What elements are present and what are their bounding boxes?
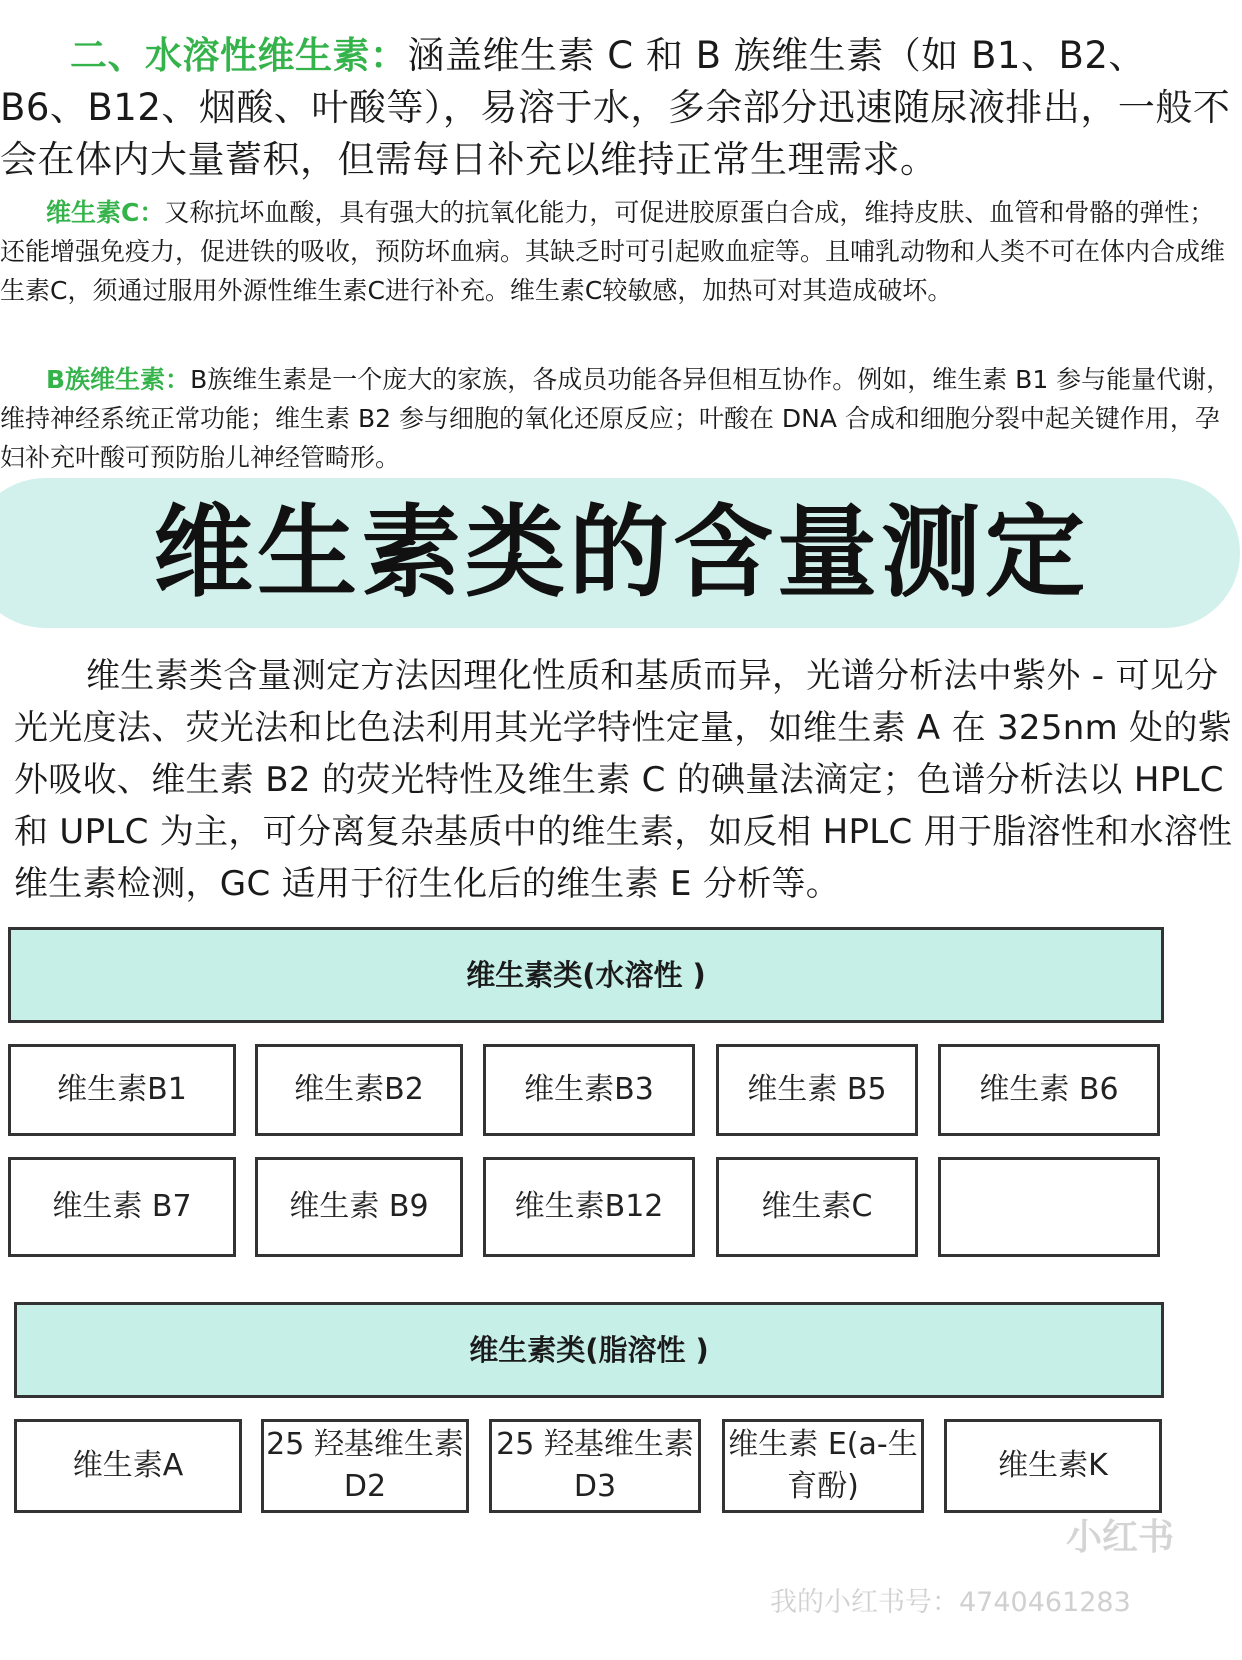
vitamin-b-text: B族维生素是一个庞大的家族，各成员功能各异但相互协作。例如，维生素 B1 参与能量代谢，维持神经系统正常功能；维生素 B2 参与细胞的氧化还原反应；叶酸在 DNA 合成和细胞分裂中起关键作用，孕妇补充叶酸可预防胎儿神经管畸形。	[0, 365, 1232, 472]
water-cell: 维生素 B6	[938, 1044, 1160, 1136]
fat-cell: 维生素A	[14, 1419, 242, 1513]
vitamin-c-paragraph	[0, 193, 1236, 310]
vitamin-b-heading: B族维生素：	[46, 365, 191, 394]
vitamin-c-heading: 维生素C：	[46, 198, 165, 227]
intro-paragraph	[14, 650, 1234, 910]
water-cell: 维生素 B5	[716, 1044, 918, 1136]
intro-text: 维生素类含量测定方法因理化性质和基质而异，光谱分析法中紫外 - 可见分光光度法、荧光法和比色法利用其光学特性定量，如维生素 A 在 325nm 处的紫外吸收、维生素 B2 的荧光特性及维生素 C 的碘量法滴定；色谱分析法以 HPLC 和 UPLC 为主，可分离复杂基质中的维生素，如反相 HPLC 用于脂溶性和水溶性维生素检测，GC 适用于衍生化后的维生素 E 分析等。	[14, 656, 1233, 904]
fat-cell: 维生素K	[944, 1419, 1162, 1513]
xiaohongshu-logo-watermark: 小红书	[1065, 1517, 1174, 1558]
fat-cell: 25 羟基维生素 D2	[261, 1419, 469, 1513]
water-soluble-header: 维生素类(水溶性 )	[8, 927, 1164, 1023]
banner-title: 维生素类的含量测定	[153, 494, 1089, 611]
water-cell: 维生素B3	[483, 1044, 695, 1136]
water-cell: 维生素 B7	[8, 1157, 236, 1257]
water-cell: 维生素B2	[255, 1044, 463, 1136]
water-cell: 维生素C	[716, 1157, 918, 1257]
fat-cell: 维生素 E(a-生育酚)	[722, 1419, 924, 1513]
section-two-text: 涵盖维生素 C 和 B 族维生素（如 B1、B2、B6、B12、烟酸、叶酸等），易溶于水，多余部分迅速随尿液排出，一般不会在体内大量蓄积，但需每日补充以维持正常生理需求。	[0, 34, 1231, 181]
water-cell-empty	[938, 1157, 1160, 1257]
vitamin-c-text: 又称抗坏血酸，具有强大的抗氧化能力，可促进胶原蛋白合成，维持皮肤、血管和骨骼的弹性；还能增强免疫力，促进铁的吸收，预防坏血病。其缺乏时可引起败血症等。且哺乳动物和人类不可在体内合成维生素C，须通过服用外源性维生素C进行补充。维生素C较敏感，加热可对其造成破坏。	[0, 198, 1226, 305]
vitamin-b-paragraph	[0, 360, 1236, 477]
water-cell: 维生素B1	[8, 1044, 236, 1136]
water-cell: 维生素B12	[483, 1157, 695, 1257]
watermark-text: 我的小红书号：4740461283	[770, 1587, 1131, 1618]
fat-cell: 25 羟基维生素 D3	[489, 1419, 701, 1513]
section-two-paragraph	[0, 30, 1232, 186]
fat-soluble-header: 维生素类(脂溶性 )	[14, 1302, 1164, 1398]
section-two-heading: 二、水溶性维生素：	[70, 34, 408, 77]
water-cell: 维生素 B9	[255, 1157, 463, 1257]
